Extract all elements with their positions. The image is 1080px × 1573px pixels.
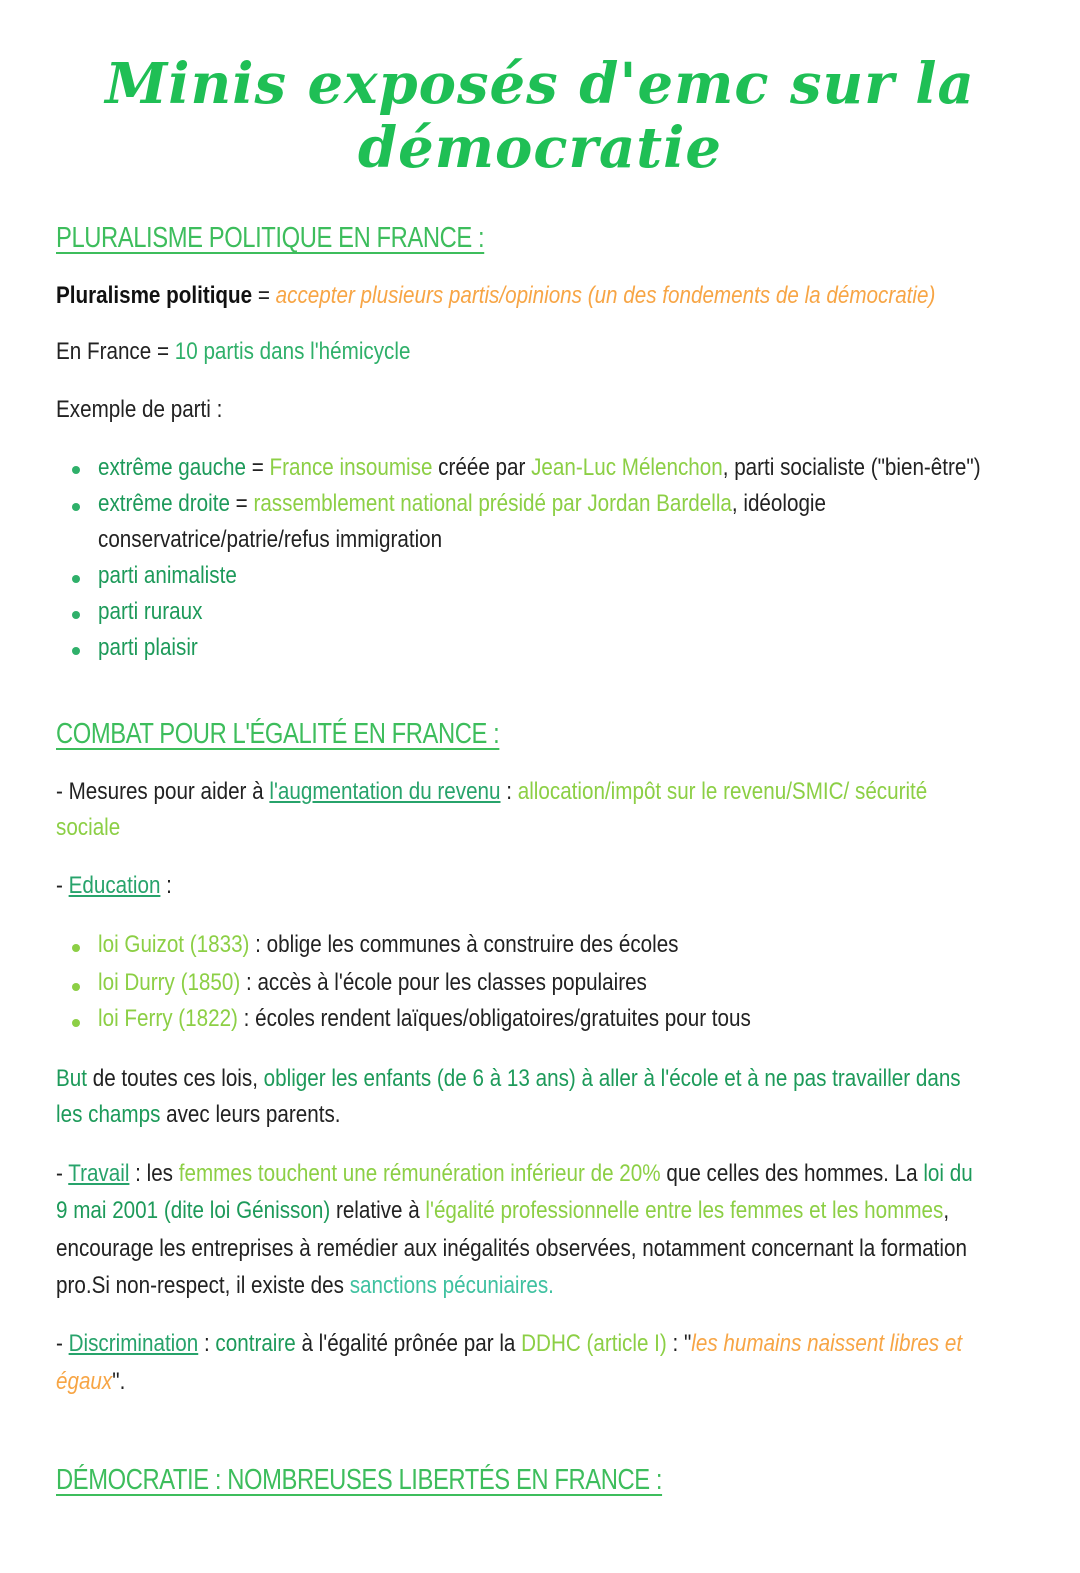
but-green: obliger les enfants (de 6 à 13 ans) à aller à l'école et à ne pas travailler dans [263,1065,961,1092]
edu-colon: : [160,872,172,899]
work-link: Travail [68,1160,130,1187]
disc-link: Discrimination [68,1330,199,1357]
bullet-dot [72,575,80,583]
bullet-dot [72,647,80,655]
but-line-2 [56,1097,341,1133]
but-mid: de toutes ces lois, [86,1065,264,1092]
b1-party: France insoumise [269,454,433,481]
list-item-ruraux: parti ruraux [98,598,203,625]
disc-ddhc: DDHC (article I) [521,1330,667,1357]
list-item-plaisir: parti plaisir [98,634,198,661]
b1-term: extrême gauche [98,454,247,481]
disc-term: contraire [215,1330,296,1357]
b1-person: Jean-Luc Mélenchon [531,454,723,481]
disc-end: ". [112,1368,126,1395]
but-term: But [56,1065,87,1092]
rev-link: l'augmentation du revenu [269,778,501,805]
travail-line-4 [56,1268,554,1304]
travail-line-2 [56,1193,949,1229]
work-law: loi du [923,1160,973,1187]
section-heading-pluralism: PLURALISME POLITIQUE EN FRANCE : [56,222,485,254]
law1-name: loi Guizot (1833) [98,931,250,958]
rev-prefix: - Mesures pour aider à [56,778,270,805]
rev-value: allocation/impôt sur le revenu/SMIC/ sécurité [517,778,928,805]
bullet-dot [72,466,80,474]
law2-name: loi Durry (1850) [98,969,241,996]
list-item-extreme-droite-cont: conservatrice/patrie/refus immigration [98,526,443,553]
work-line4b: sanctions pécuniaires. [349,1272,554,1299]
law3-name: loi Ferry (1822) [98,1005,238,1032]
b1-eq: = [246,454,270,481]
work-law2: 9 mai 2001 (dite loi Génisson) [56,1197,331,1224]
bullet-dot [72,611,80,619]
work-end: , [943,1197,950,1224]
example-label: Exemple de parti : [56,396,223,423]
section-heading-egalite: COMBAT POUR L'ÉGALITÉ EN FRANCE : [56,718,500,750]
but-line [56,1061,961,1097]
b1-rest: , parti socialiste ("bien-être") [722,454,981,481]
law2-text: : accès à l'école pour les classes populaires [240,969,647,996]
b2-eq: = [229,490,254,517]
work-prefix: - [56,1160,69,1187]
rev-colon: : [500,778,518,805]
law-guizot [98,927,679,963]
disc-colon: : [198,1330,216,1357]
work-mid: : les [129,1160,179,1187]
revenu-line-2: sociale [56,814,121,841]
bullet-dot [72,1019,80,1027]
b1-mid: créée par [432,454,532,481]
law3-text: : écoles rendent laïques/obligatoires/gratuites pour tous [237,1005,751,1032]
bullet-dot [72,944,80,952]
list-item-animaliste: parti animaliste [98,562,237,589]
revenu-line [56,774,927,810]
france-label: En France = [56,338,175,365]
disc-mid: à l'égalité prônée par la [295,1330,522,1357]
disc-mid2: : " [666,1330,692,1357]
bullet-dot [72,983,80,991]
travail-line [56,1156,973,1192]
work-green: femmes touchent une rémunération inférieur de 20% [178,1160,661,1187]
disc-prefix: - [56,1330,69,1357]
edu-link: Education [68,872,161,899]
france-line [56,334,410,370]
but-green2: les champs [56,1101,161,1128]
work-mid3: relative à [330,1197,426,1224]
france-value: 10 partis dans l'hémicycle [174,338,411,365]
b2-rest: , idéologie [731,490,826,517]
travail-line-3: encourage les entreprises à remédier aux inégalités observées, notamment concernant la formation [56,1235,967,1262]
bullet-dot [72,503,80,511]
discrimination-line-2 [56,1364,125,1400]
education-line [56,868,172,904]
law-durry [98,965,647,1001]
b2-party: rassemblement national présidé par Jordan Bardella [253,490,732,517]
section-heading-libertes: DÉMOCRATIE : NOMBREUSES LIBERTÉS EN FRANCE : [56,1464,663,1496]
law-ferry [98,1001,751,1037]
def-eq: = [252,282,276,309]
law1-text: : oblige les communes à construire des écoles [249,931,679,958]
list-item-extreme-gauche [98,450,981,486]
disc-quote: les humains naissent libres et [691,1330,963,1357]
discrimination-line [56,1326,962,1362]
work-line4a: pro.Si non-respect, il existe des [56,1272,350,1299]
def-text: accepter plusieurs partis/opinions (un des fondements de la démocratie) [275,282,936,309]
title-line-1: Minis exposés d'emc sur la [105,51,975,117]
title-line-2: démocratie [357,115,723,181]
work-green2: l'égalité professionnelle entre les femmes et les hommes [425,1197,944,1224]
but-rest: avec leurs parents. [160,1101,341,1128]
b2-term: extrême droite [98,490,230,517]
work-mid2: que celles des hommes. La [660,1160,924,1187]
page-title [0,52,1080,180]
def-term: Pluralisme politique [56,282,253,309]
definition-line [56,278,935,314]
list-item-extreme-droite [98,486,826,522]
edu-prefix: - [56,872,69,899]
disc-quote2: égaux [56,1368,113,1395]
